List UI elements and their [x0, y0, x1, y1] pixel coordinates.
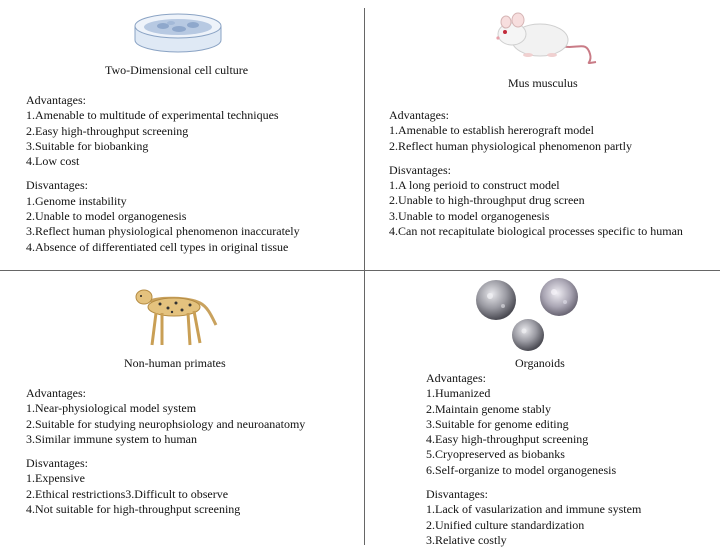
list-item: 2.Suitable for studying neurophsiology and neuroanatomy [26, 416, 306, 431]
quadrant-title: Mus musculus [508, 76, 578, 90]
disadvantages-label: Disvantages: [389, 162, 451, 177]
list-item: 4.Absence of differentiated cell types in original tissue [26, 239, 289, 254]
mouse-icon [490, 10, 598, 70]
list-item: 6.Self-organize to model organogenesis [426, 462, 617, 477]
quadrant-title: Organoids [515, 356, 565, 370]
list-item: 4.Not suitable for high-throughput screening [26, 502, 241, 517]
list-item: 3.Unable to model organogenesis [389, 208, 550, 223]
disadvantages-label: Disvantages: [26, 178, 88, 193]
advantages-label: Advantages: [26, 93, 86, 107]
list-item: 1.A long perioid to construct model [389, 178, 560, 193]
list-item: 2.Easy high-throughput screening [26, 123, 189, 138]
list-item: 2.Reflect human physiological phenomenon partly [389, 138, 632, 153]
list-item: 2.Maintain genome stably [426, 401, 551, 416]
list-item: 2.Unable to model organogenesis [26, 209, 187, 224]
list-item: 1.Amenable to establish hererograft model [389, 123, 594, 138]
advantages-list [426, 371, 641, 548]
quadrant-title: Two-Dimensional cell culture [105, 63, 249, 77]
petri-dish-icon [133, 10, 223, 54]
advantages-label: Advantages: [26, 386, 86, 400]
list-item: 5.Cryopreserved as biobanks [426, 447, 565, 462]
list-item: 3.Suitable for biobanking [26, 138, 149, 153]
list-item: 3.Similar immune system to human [26, 431, 197, 446]
cheetah-icon [130, 283, 222, 351]
quadrant-title: Non-human primates [124, 356, 226, 370]
list-item: 1.Genome instability [26, 193, 127, 208]
list-item: 3.Relative costly [426, 532, 507, 547]
disadvantages-label: Disvantages: [26, 456, 88, 471]
list-item: 2.Unable to high-throughput drug screen [389, 193, 585, 208]
list-item: 1.Lack of vasularization and immune system [426, 502, 642, 517]
horizontal-divider [0, 270, 720, 271]
list-item: 1.Expensive [26, 471, 85, 486]
list-item: 1.Amenable to multitude of experimental techniques [26, 108, 279, 123]
vertical-divider [364, 8, 365, 545]
advantages-list [389, 108, 683, 239]
list-item: 2.Unified culture standardization [426, 517, 585, 532]
list-item: 1.Near-physiological model system [26, 401, 197, 416]
advantages-list [26, 93, 300, 255]
advantages-label: Advantages: [426, 371, 486, 385]
list-item: 4.Easy high-throughput screening [426, 432, 589, 447]
advantages-label: Advantages: [389, 108, 449, 122]
list-item: 4.Can not recapitulate biological processes specific to human [389, 224, 683, 239]
organoid-spheres-icon [470, 276, 586, 354]
disadvantages-label: Disvantages: [426, 487, 488, 502]
list-item: 2.Ethical restrictions3.Difficult to observe [26, 486, 229, 501]
advantages-list [26, 386, 305, 517]
list-item: 4.Low cost [26, 154, 80, 169]
list-item: 1.Humanized [426, 386, 491, 401]
list-item: 3.Reflect human physiological phenomenon inaccurately [26, 224, 300, 239]
list-item: 3.Suitable for genome editing [426, 416, 569, 431]
